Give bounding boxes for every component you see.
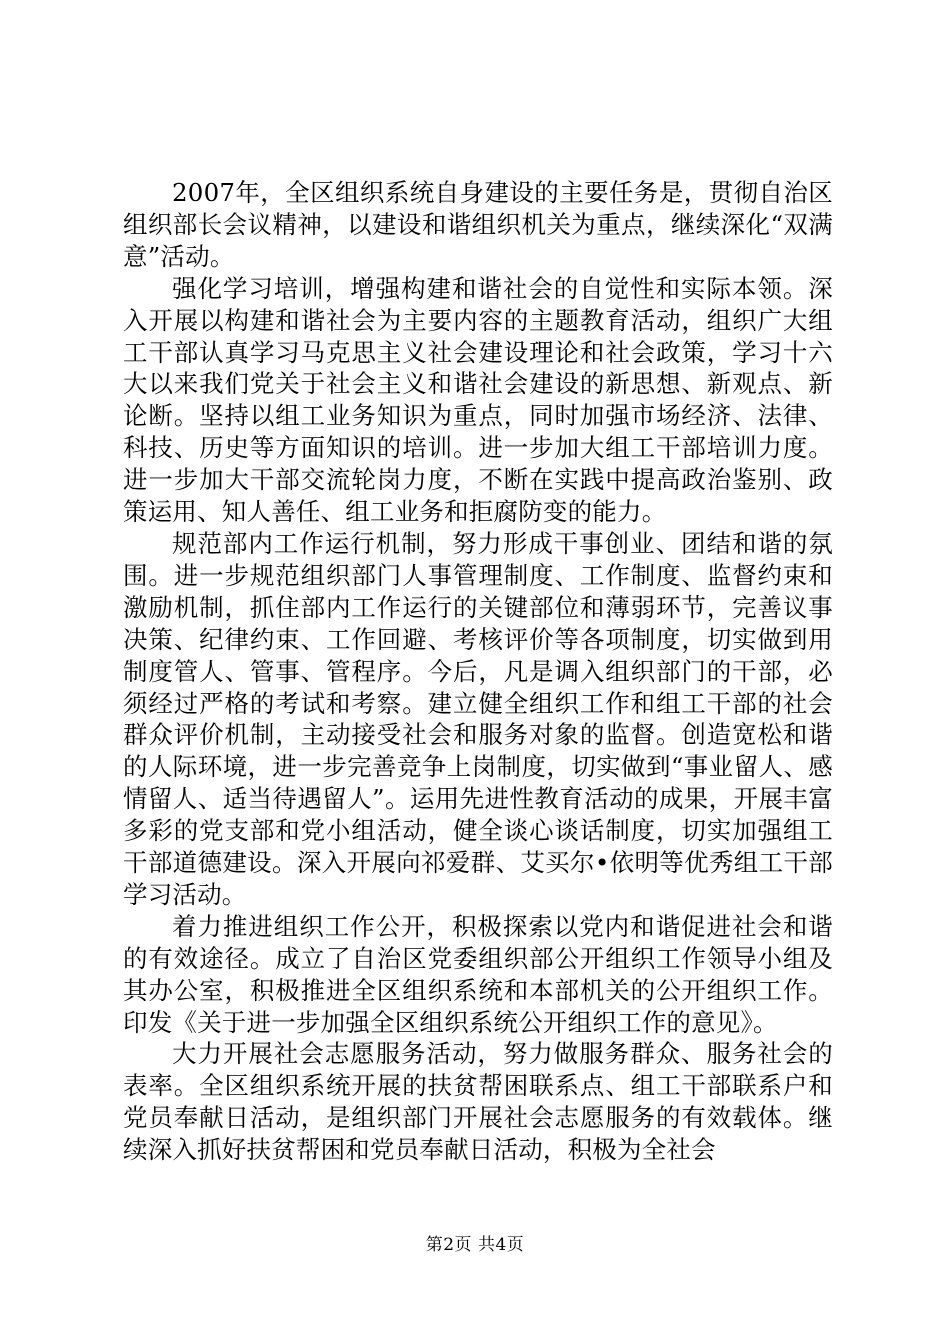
paragraph-volunteer-service: 大力开展社会志愿服务活动，努力做服务群众、服务社会的表率。全区组织系统开展的扶贫帮困联系点、组工干部联系户和党员奉献日活动，是组织部门开展社会志愿服务的有效载体。继续深入抓好扶贫帮困和党员奉献日活动，积极为全社会 [123, 1039, 833, 1165]
paragraph-work-mechanism: 规范部内工作运行机制，努力形成干事创业、团结和谐的氛围。进一步规范组织部门人事管理制度、工作制度、监督约束和激励机制，抓住部内工作运行的关键部位和薄弱环节，完善议事决策、纪律约束、工作回避、考核评价等各项制度，切实做到用制度管人、管事、管程序。今后，凡是调入组织部门的干部，必须经过严格的考试和考察。建立健全组织工作和组工干部的社会群众评价机制，主动接受社会和服务对象的监督。创造宽松和谐的人际环境，进一步完善竞争上岗制度，切实做到“事业留人、感情留人、适当待遇留人”。运用先进性教育活动的成果，开展丰富多彩的党支部和党小组活动，健全谈心谈话制度，切实加强组工干部道德建设。深入开展向祁爱群、艾买尔•依明等优秀组工干部学习活动。 [123, 528, 833, 909]
paragraph-intro: 2007年，全区组织系统自身建设的主要任务是，贯彻自治区组织部长会议精神，以建设和谐组织机关为重点，继续深化“双满意”活动。 [123, 178, 833, 271]
paragraph-study-training: 强化学习培训，增强构建和谐社会的自觉性和实际本领。深入开展以构建和谐社会为主要内容的主题教育活动，组织广大组工干部认真学习马克思主义社会建设理论和社会政策，学习十六大以来我们党关于社会主义和谐社会建设的新思想、新观点、新论断。坚持以组工业务知识为重点，同时加强市场经济、法律、科技、历史等方面知识的培训。进一步加大组工干部培训力度。进一步加大干部交流轮岗力度，不断在实践中提高政治鉴别、政策运用、知人善任、组工业务和拒腐防变的能力。 [123, 273, 833, 527]
page-number-footer: 第2页 共4页 [425, 1235, 525, 1255]
document-body [123, 177, 833, 1166]
paragraph-open-work: 着力推进组织工作公开，积极探索以党内和谐促进社会和谐的有效途径。成立了自治区党委组织部公开组织工作领导小组及其办公室，积极推进全区组织系统和本部机关的公开组织工作。印发《关于进一步加强全区组织系统公开组织工作的意见》。 [123, 911, 833, 1037]
